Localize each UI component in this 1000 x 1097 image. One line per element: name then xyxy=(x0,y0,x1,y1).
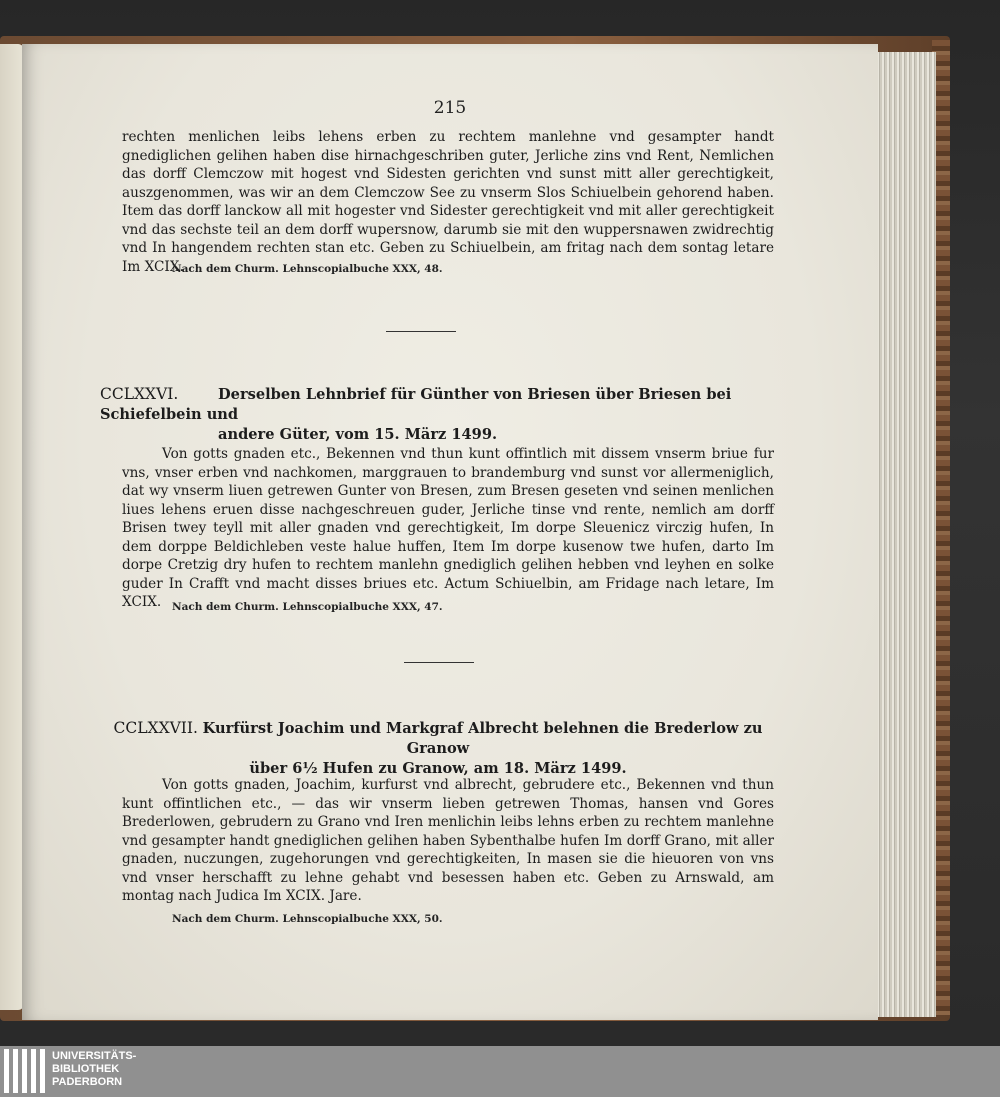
entry-number-277: CCLXXVII. xyxy=(113,719,198,737)
entry-title-276-line2: andere Güter, vom 15. März 1499. xyxy=(218,426,498,443)
library-logo-text xyxy=(52,1050,136,1089)
entry-title-277-line1: Kurfürst Joachim und Markgraf Albrecht belehnen die Brederlow zu Granow xyxy=(202,720,763,757)
library-footer xyxy=(0,1046,1000,1097)
logo-line-3: PADERBORN xyxy=(52,1076,123,1088)
page-stack-edge xyxy=(870,52,936,1017)
continuation-paragraph xyxy=(122,128,774,276)
page-number: 215 xyxy=(433,98,467,118)
entry-paragraph-276 xyxy=(122,445,774,612)
library-logo-icon xyxy=(4,1049,48,1093)
entry-heading-276 xyxy=(100,384,776,445)
entry-number-276: CCLXXVI. xyxy=(100,385,179,403)
logo-line-1: UNIVERSITÄTS- xyxy=(52,1050,137,1062)
entry-heading-277 xyxy=(100,718,776,779)
source-note-48: Nach dem Churm. Lehnscopialbuche XXX, 48. xyxy=(172,263,443,275)
logo-line-2: BIBLIOTHEK xyxy=(52,1063,120,1075)
entry-text-277: Von gotts gnaden, Joachim, kurfurst vnd albrecht, gebrudere etc., Bekennen vnd thun kunt offintlichen etc., — das wir vnserm lieben getrewen Thomas, hansen vnd Gores Brederlowen, gebrudern zu Grano vnd Iren menlichin leibs lehns erben zu rechtem manlehne vnd gesampter handt gnediglichen gelihen haben Sybenthalbe hufen Im dorff Grano, mit aller gnaden, nuczungen, zugehorungen vnd gerechtigkeiten, In masen sie die hieuoren von vns vnd vnser herschafft zu lehne gehabt vnd besessen haben etc. Geben zu Arnswald, am montag nach Judica Im XCIX. Jare. xyxy=(122,777,774,904)
continuation-text: rechten menlichen leibs lehens erben zu rechtem manlehne vnd gesampter handt gnediglichen gelihen haben dise hirnachgeschriben guter, Jerliche zins vnd Rent, Nemlichen das dorff Clemczow mit hogest vnd Sidesten gerichten vnd sunst mitt aller gerechtigkeit, auszgenommen, was wir an dem Clemczow See zu vnserm Slos Schiuelbein gehorend haben. Item das dorff lanckow all mit hogester vnd Sidester gerechtigkeit vnd mit aller gerechtigkeit vnd das sechste teil an dem dorff wupersnow, darumb sie mit den wuppersnawen zwidrechtig vnd In hangendem rechten stan etc. Geben zu Schiuelbein, am fritag nach dem sontag letare Im XCIX. xyxy=(122,129,774,275)
source-note-47: Nach dem Churm. Lehnscopialbuche XXX, 47. xyxy=(172,601,443,613)
entry-text-276: Von gotts gnaden etc., Bekennen vnd thun kunt offintlich mit dissem vnserm briue fur vns, vnser erben vnd nachkomen, marggrauen to brandemburg vnd sunst vor allermeniglich, dat wy vnserm liuen getrewen Gunter von Bresen, zum Bresen geseten vnd seinen menlichen liues lehens eruen disse nachgeschreuen guder, Jerliche tinse vnd rente, nemlich am dorff Brisen twey teyll mit aller gnaden vnd gerechtigkeit, Im dorpe Sleuenicz virczig hufen, In dem dorppe Beldichleben veste halue huffen, Item Im dorpe kusenow twe hufen, darto Im dorpe Cretzig dry hufen to rechtem manlehn gnediglich gelihen hebben vnd leyhen en solke guder In Crafft vnd macht disses briues etc. Actum Schiuelbin, am Fridage nach letare, Im XCIX. xyxy=(122,446,774,610)
book-page xyxy=(22,44,878,1020)
entry-title-276-line1: Derselben Lehnbrief für Günther von Briesen über Briesen bei Schiefelbein und xyxy=(100,386,732,423)
entry-paragraph-277 xyxy=(122,776,774,906)
source-note-50: Nach dem Churm. Lehnscopialbuche XXX, 50. xyxy=(172,913,443,925)
left-page-edge xyxy=(0,44,24,1010)
section-divider xyxy=(386,331,456,332)
section-divider xyxy=(404,662,474,663)
entry-title-277-line2: über 6½ Hufen zu Granow, am 18. März 1499. xyxy=(249,760,627,777)
